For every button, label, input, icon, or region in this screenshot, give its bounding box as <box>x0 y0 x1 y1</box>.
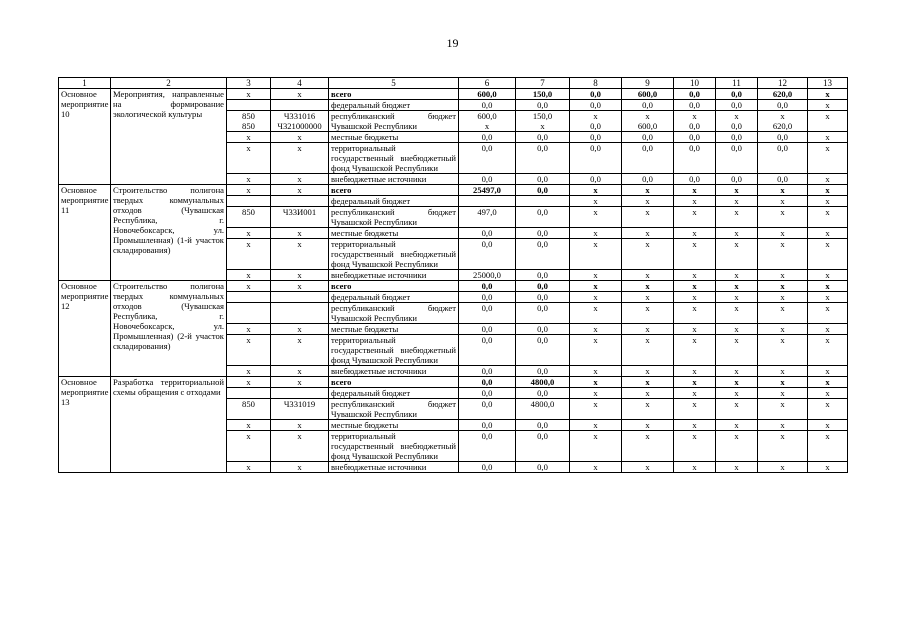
value-cell: x <box>808 89 848 100</box>
header-cell-5: 5 <box>329 78 459 89</box>
value-cell: 0,0 <box>459 377 516 388</box>
value-cell: x <box>808 431 848 462</box>
funding-source-cell: местные бюджеты <box>329 420 459 431</box>
value-cell: x <box>758 239 808 270</box>
value-cell: x <box>758 270 808 281</box>
value-cell: x <box>758 431 808 462</box>
header-row <box>59 78 848 89</box>
activity-description-cell: Разработка территориальной схемы обращения с отходами <box>111 377 227 473</box>
value-cell: x <box>808 207 848 228</box>
value-cell: x <box>674 366 716 377</box>
value-cell: x <box>716 335 758 366</box>
value-cell: 0,0 <box>459 239 516 270</box>
gr-code-cell: x <box>227 228 271 239</box>
value-cell: 0,0 <box>516 174 570 185</box>
activity-description-cell: Строительство полигона твердых коммунальных отходов (Чувашская Республика, г. Новочебоксарск, ул. Промышленная) (1-й участок складирования) <box>111 185 227 281</box>
csr-code-cell <box>271 100 329 111</box>
value-cell: x <box>622 399 674 420</box>
value-cell: x <box>808 228 848 239</box>
value-cell: 0,0 <box>459 100 516 111</box>
funding-source-cell: территориальный государственный внебюджетный фонд Чувашской Республики <box>329 143 459 174</box>
value-cell: 4800,0 <box>516 377 570 388</box>
csr-code-cell: x <box>271 281 329 292</box>
value-cell: x <box>622 324 674 335</box>
value-cell: 0,0 <box>516 270 570 281</box>
gr-code-cell: 850 <box>227 399 271 420</box>
value-cell: x <box>570 303 622 324</box>
value-cell: 0,0 <box>516 431 570 462</box>
value-cell: 0,0 <box>758 174 808 185</box>
value-cell: x <box>808 324 848 335</box>
header-cell-11: 11 <box>716 78 758 89</box>
value-cell: 0,0 <box>459 420 516 431</box>
value-cell: x <box>674 196 716 207</box>
value-cell: 600,0 <box>622 89 674 100</box>
value-cell: x <box>570 239 622 270</box>
value-cell: x <box>674 388 716 399</box>
value-cell: 0,0 <box>516 228 570 239</box>
value-cell: 0,0 <box>570 100 622 111</box>
gr-code-cell <box>227 303 271 324</box>
csr-code-cell: Ч33И001 <box>271 207 329 228</box>
header-cell-4: 4 <box>271 78 329 89</box>
value-cell: x <box>622 207 674 228</box>
value-cell: 0,0 <box>622 174 674 185</box>
value-cell: x <box>622 303 674 324</box>
gr-code-cell: x <box>227 420 271 431</box>
gr-code-cell <box>227 292 271 303</box>
value-cell: 0,0 <box>674 89 716 100</box>
value-cell: x <box>808 388 848 399</box>
value-cell: x <box>674 462 716 473</box>
header-cell-3: 3 <box>227 78 271 89</box>
value-cell: 0,0 <box>516 335 570 366</box>
funding-source-cell: всего <box>329 89 459 100</box>
value-cell: x <box>758 281 808 292</box>
value-cell: x <box>622 292 674 303</box>
value-cell: x <box>716 399 758 420</box>
funding-source-cell: всего <box>329 185 459 196</box>
value-cell: x 600,0 <box>622 111 674 132</box>
value-cell: x <box>570 228 622 239</box>
activity-name-cell: Основное мероприятие 13 <box>59 377 111 473</box>
funding-source-cell: республиканский бюджет Чувашской Республики <box>329 399 459 420</box>
value-cell: x <box>716 366 758 377</box>
gr-code-cell: x <box>227 143 271 174</box>
value-cell: 0,0 <box>516 239 570 270</box>
value-cell: 0,0 <box>516 143 570 174</box>
value-cell: x <box>808 335 848 366</box>
value-cell: 0,0 <box>516 100 570 111</box>
value-cell: x <box>622 185 674 196</box>
value-cell: x <box>674 239 716 270</box>
value-cell: x <box>716 324 758 335</box>
header-cell-2: 2 <box>111 78 227 89</box>
value-cell: 0,0 <box>570 132 622 143</box>
gr-code-cell: x <box>227 89 271 100</box>
value-cell: x <box>758 399 808 420</box>
csr-code-cell: x <box>271 335 329 366</box>
csr-code-cell <box>271 388 329 399</box>
funding-source-cell: всего <box>329 281 459 292</box>
value-cell: 0,0 <box>516 185 570 196</box>
value-cell: x <box>808 377 848 388</box>
value-cell: 0,0 <box>716 132 758 143</box>
value-cell: x <box>674 281 716 292</box>
value-cell: x <box>570 270 622 281</box>
budget-table <box>58 77 848 473</box>
header-cell-6: 6 <box>459 78 516 89</box>
value-cell: 0,0 <box>570 143 622 174</box>
value-cell: x <box>808 174 848 185</box>
value-cell: x <box>622 196 674 207</box>
value-cell: x 620,0 <box>758 111 808 132</box>
header-cell-7: 7 <box>516 78 570 89</box>
activity-description-cell: Строительство полигона твердых коммунальных отходов (Чувашская Республика, г. Новочебоксарск, ул. Промышленная) (2-й участок складирования) <box>111 281 227 377</box>
value-cell: 0,0 <box>459 431 516 462</box>
gr-code-cell: x <box>227 431 271 462</box>
page-number: 19 <box>446 36 459 50</box>
gr-code-cell: x <box>227 239 271 270</box>
header-cell-9: 9 <box>622 78 674 89</box>
value-cell <box>516 196 570 207</box>
value-cell: 0,0 <box>570 89 622 100</box>
value-cell: 0,0 <box>716 100 758 111</box>
funding-source-cell: местные бюджеты <box>329 228 459 239</box>
value-cell: x 0,0 <box>716 111 758 132</box>
funding-source-cell: федеральный бюджет <box>329 292 459 303</box>
gr-code-cell: x <box>227 174 271 185</box>
value-cell: x <box>716 377 758 388</box>
value-cell: x <box>570 462 622 473</box>
funding-source-cell: местные бюджеты <box>329 132 459 143</box>
value-cell: 0,0 <box>459 281 516 292</box>
value-cell: x 0,0 <box>570 111 622 132</box>
value-cell: x <box>758 196 808 207</box>
csr-code-cell: x <box>271 270 329 281</box>
funding-source-cell: республиканский бюджет Чувашской Республики <box>329 303 459 324</box>
value-cell: 0,0 <box>459 132 516 143</box>
value-cell: x <box>674 324 716 335</box>
value-cell: x <box>716 196 758 207</box>
csr-code-cell: Ч331019 <box>271 399 329 420</box>
csr-code-cell: Ч331016 Ч321000000 <box>271 111 329 132</box>
gr-code-cell: x <box>227 366 271 377</box>
value-cell: 0,0 <box>459 324 516 335</box>
value-cell: 620,0 <box>758 89 808 100</box>
value-cell: x <box>570 207 622 228</box>
value-cell: 0,0 <box>459 462 516 473</box>
value-cell: 0,0 <box>622 100 674 111</box>
value-cell: x <box>570 388 622 399</box>
value-cell: x <box>570 324 622 335</box>
value-cell: x <box>674 292 716 303</box>
value-cell: 0,0 <box>459 292 516 303</box>
value-cell: x <box>674 431 716 462</box>
header-cell-12: 12 <box>758 78 808 89</box>
funding-source-cell: территориальный государственный внебюджетный фонд Чувашской Республики <box>329 335 459 366</box>
value-cell: 0,0 <box>459 303 516 324</box>
value-cell: x <box>570 420 622 431</box>
value-cell: 0,0 <box>459 228 516 239</box>
value-cell: x <box>570 292 622 303</box>
csr-code-cell: x <box>271 143 329 174</box>
value-cell: x <box>758 228 808 239</box>
gr-code-cell: 850 <box>227 207 271 228</box>
value-cell: 0,0 <box>758 100 808 111</box>
activity-name-cell: Основное мероприятие 12 <box>59 281 111 377</box>
value-cell: x <box>716 185 758 196</box>
gr-code-cell: x <box>227 324 271 335</box>
csr-code-cell: x <box>271 324 329 335</box>
value-cell: x <box>622 239 674 270</box>
value-cell: 0,0 <box>716 174 758 185</box>
value-cell: x <box>758 388 808 399</box>
value-cell: 0,0 <box>516 292 570 303</box>
value-cell: 0,0 <box>516 366 570 377</box>
funding-source-cell: территориальный государственный внебюджетный фонд Чувашской Республики <box>329 431 459 462</box>
gr-code-cell: x <box>227 132 271 143</box>
activity-name-cell: Основное мероприятие 11 <box>59 185 111 281</box>
value-cell: x <box>674 185 716 196</box>
value-cell: 600,0 x <box>459 111 516 132</box>
header-cell-10: 10 <box>674 78 716 89</box>
value-cell: x <box>622 462 674 473</box>
value-cell: 4800,0 <box>516 399 570 420</box>
value-cell: x <box>570 281 622 292</box>
value-cell: x <box>716 207 758 228</box>
value-cell: x <box>758 324 808 335</box>
funding-source-cell: федеральный бюджет <box>329 388 459 399</box>
funding-source-cell: местные бюджеты <box>329 324 459 335</box>
header-cell-1: 1 <box>59 78 111 89</box>
gr-code-cell: x <box>227 185 271 196</box>
value-cell: x <box>674 303 716 324</box>
value-cell: x <box>570 196 622 207</box>
value-cell: x <box>622 228 674 239</box>
value-cell: x <box>716 420 758 431</box>
value-cell: x <box>758 377 808 388</box>
gr-code-cell <box>227 100 271 111</box>
funding-source-cell: федеральный бюджет <box>329 100 459 111</box>
funding-source-cell: внебюджетные источники <box>329 366 459 377</box>
value-cell: x <box>716 281 758 292</box>
value-cell: x <box>622 388 674 399</box>
value-cell: x <box>716 431 758 462</box>
csr-code-cell: x <box>271 89 329 100</box>
gr-code-cell: x <box>227 462 271 473</box>
gr-code-cell: x <box>227 281 271 292</box>
value-cell: 0,0 <box>516 281 570 292</box>
value-cell: x <box>808 132 848 143</box>
value-cell: 0,0 <box>674 100 716 111</box>
value-cell: x <box>716 388 758 399</box>
csr-code-cell: x <box>271 239 329 270</box>
value-cell: x <box>758 207 808 228</box>
value-cell: 0,0 <box>674 174 716 185</box>
funding-source-cell: федеральный бюджет <box>329 196 459 207</box>
funding-source-cell: республиканский бюджет Чувашской Республики <box>329 207 459 228</box>
value-cell: 0,0 <box>758 132 808 143</box>
value-cell: x <box>674 377 716 388</box>
value-cell: 0,0 <box>758 143 808 174</box>
value-cell: 0,0 <box>459 399 516 420</box>
funding-source-cell: республиканский бюджет Чувашской Республики <box>329 111 459 132</box>
funding-source-cell: всего <box>329 377 459 388</box>
value-cell: x <box>808 185 848 196</box>
value-cell: 0,0 <box>716 89 758 100</box>
value-cell: 0,0 <box>516 303 570 324</box>
value-cell: 0,0 <box>516 388 570 399</box>
csr-code-cell: x <box>271 174 329 185</box>
value-cell: x <box>758 303 808 324</box>
gr-code-cell <box>227 196 271 207</box>
csr-code-cell <box>271 196 329 207</box>
value-cell: x <box>622 431 674 462</box>
value-cell: x <box>622 377 674 388</box>
value-cell: x <box>808 143 848 174</box>
value-cell: 0,0 <box>459 366 516 377</box>
value-cell: x <box>808 462 848 473</box>
gr-code-cell <box>227 388 271 399</box>
table-row <box>59 185 848 196</box>
value-cell: x <box>808 281 848 292</box>
gr-code-cell: x <box>227 270 271 281</box>
value-cell: x <box>622 335 674 366</box>
csr-code-cell: x <box>271 228 329 239</box>
csr-code-cell: x <box>271 185 329 196</box>
value-cell: x <box>808 292 848 303</box>
funding-source-cell: внебюджетные источники <box>329 174 459 185</box>
value-cell: x <box>716 270 758 281</box>
value-cell: 0,0 <box>516 132 570 143</box>
activity-name-cell: Основное мероприятие 10 <box>59 89 111 185</box>
value-cell: 25000,0 <box>459 270 516 281</box>
table-row <box>59 89 848 100</box>
activity-description-cell: Мероприятия, направленные на формирование экологической культуры <box>111 89 227 185</box>
value-cell: x <box>808 100 848 111</box>
value-cell: x <box>570 335 622 366</box>
header-cell-13: 13 <box>808 78 848 89</box>
value-cell: 0,0 <box>674 143 716 174</box>
value-cell: x <box>808 196 848 207</box>
value-cell: x <box>622 366 674 377</box>
value-cell: x <box>758 185 808 196</box>
value-cell: 0,0 <box>516 420 570 431</box>
table-row <box>59 281 848 292</box>
value-cell: 0,0 <box>516 207 570 228</box>
value-cell: x <box>758 366 808 377</box>
value-cell: x <box>622 281 674 292</box>
value-cell: x <box>808 239 848 270</box>
value-cell: x <box>674 335 716 366</box>
csr-code-cell: x <box>271 377 329 388</box>
value-cell: 0,0 <box>459 388 516 399</box>
value-cell: x <box>716 462 758 473</box>
value-cell: x <box>758 292 808 303</box>
value-cell: x <box>716 228 758 239</box>
value-cell: x <box>758 462 808 473</box>
csr-code-cell: x <box>271 420 329 431</box>
header-cell-8: 8 <box>570 78 622 89</box>
value-cell: x <box>570 431 622 462</box>
value-cell: 0,0 <box>716 143 758 174</box>
value-cell: x <box>570 399 622 420</box>
value-cell: x <box>716 292 758 303</box>
value-cell: x <box>716 303 758 324</box>
funding-source-cell: территориальный государственный внебюджетный фонд Чувашской Республики <box>329 239 459 270</box>
gr-code-cell: x <box>227 377 271 388</box>
value-cell: x <box>808 270 848 281</box>
value-cell: x <box>674 270 716 281</box>
funding-source-cell: внебюджетные источники <box>329 462 459 473</box>
csr-code-cell <box>271 303 329 324</box>
table-row <box>59 377 848 388</box>
value-cell: x <box>716 239 758 270</box>
value-cell: 600,0 <box>459 89 516 100</box>
value-cell: x <box>570 377 622 388</box>
csr-code-cell: x <box>271 366 329 377</box>
funding-source-cell: внебюджетные источники <box>329 270 459 281</box>
value-cell: x <box>808 111 848 132</box>
value-cell: 0,0 <box>459 174 516 185</box>
value-cell: 150,0 x <box>516 111 570 132</box>
value-cell: 150,0 <box>516 89 570 100</box>
value-cell: x <box>758 420 808 431</box>
value-cell: 25497,0 <box>459 185 516 196</box>
value-cell: x <box>622 420 674 431</box>
value-cell: x <box>570 185 622 196</box>
value-cell: 0,0 <box>622 132 674 143</box>
value-cell: 0,0 <box>622 143 674 174</box>
csr-code-cell: x <box>271 431 329 462</box>
value-cell: x <box>758 335 808 366</box>
gr-code-cell: 850 850 <box>227 111 271 132</box>
value-cell: x <box>674 420 716 431</box>
value-cell: x <box>808 366 848 377</box>
value-cell: x <box>808 399 848 420</box>
value-cell: x 0,0 <box>674 111 716 132</box>
value-cell: 0,0 <box>570 174 622 185</box>
value-cell: x <box>674 228 716 239</box>
value-cell: 0,0 <box>459 143 516 174</box>
value-cell: 0,0 <box>674 132 716 143</box>
value-cell: x <box>674 399 716 420</box>
value-cell: x <box>808 420 848 431</box>
value-cell: x <box>570 366 622 377</box>
value-cell: 497,0 <box>459 207 516 228</box>
value-cell: 0,0 <box>459 335 516 366</box>
value-cell: 0,0 <box>516 324 570 335</box>
csr-code-cell: x <box>271 132 329 143</box>
value-cell: x <box>674 207 716 228</box>
value-cell: x <box>808 303 848 324</box>
gr-code-cell: x <box>227 335 271 366</box>
value-cell: 0,0 <box>516 462 570 473</box>
value-cell: x <box>622 270 674 281</box>
value-cell <box>459 196 516 207</box>
csr-code-cell <box>271 292 329 303</box>
csr-code-cell: x <box>271 462 329 473</box>
